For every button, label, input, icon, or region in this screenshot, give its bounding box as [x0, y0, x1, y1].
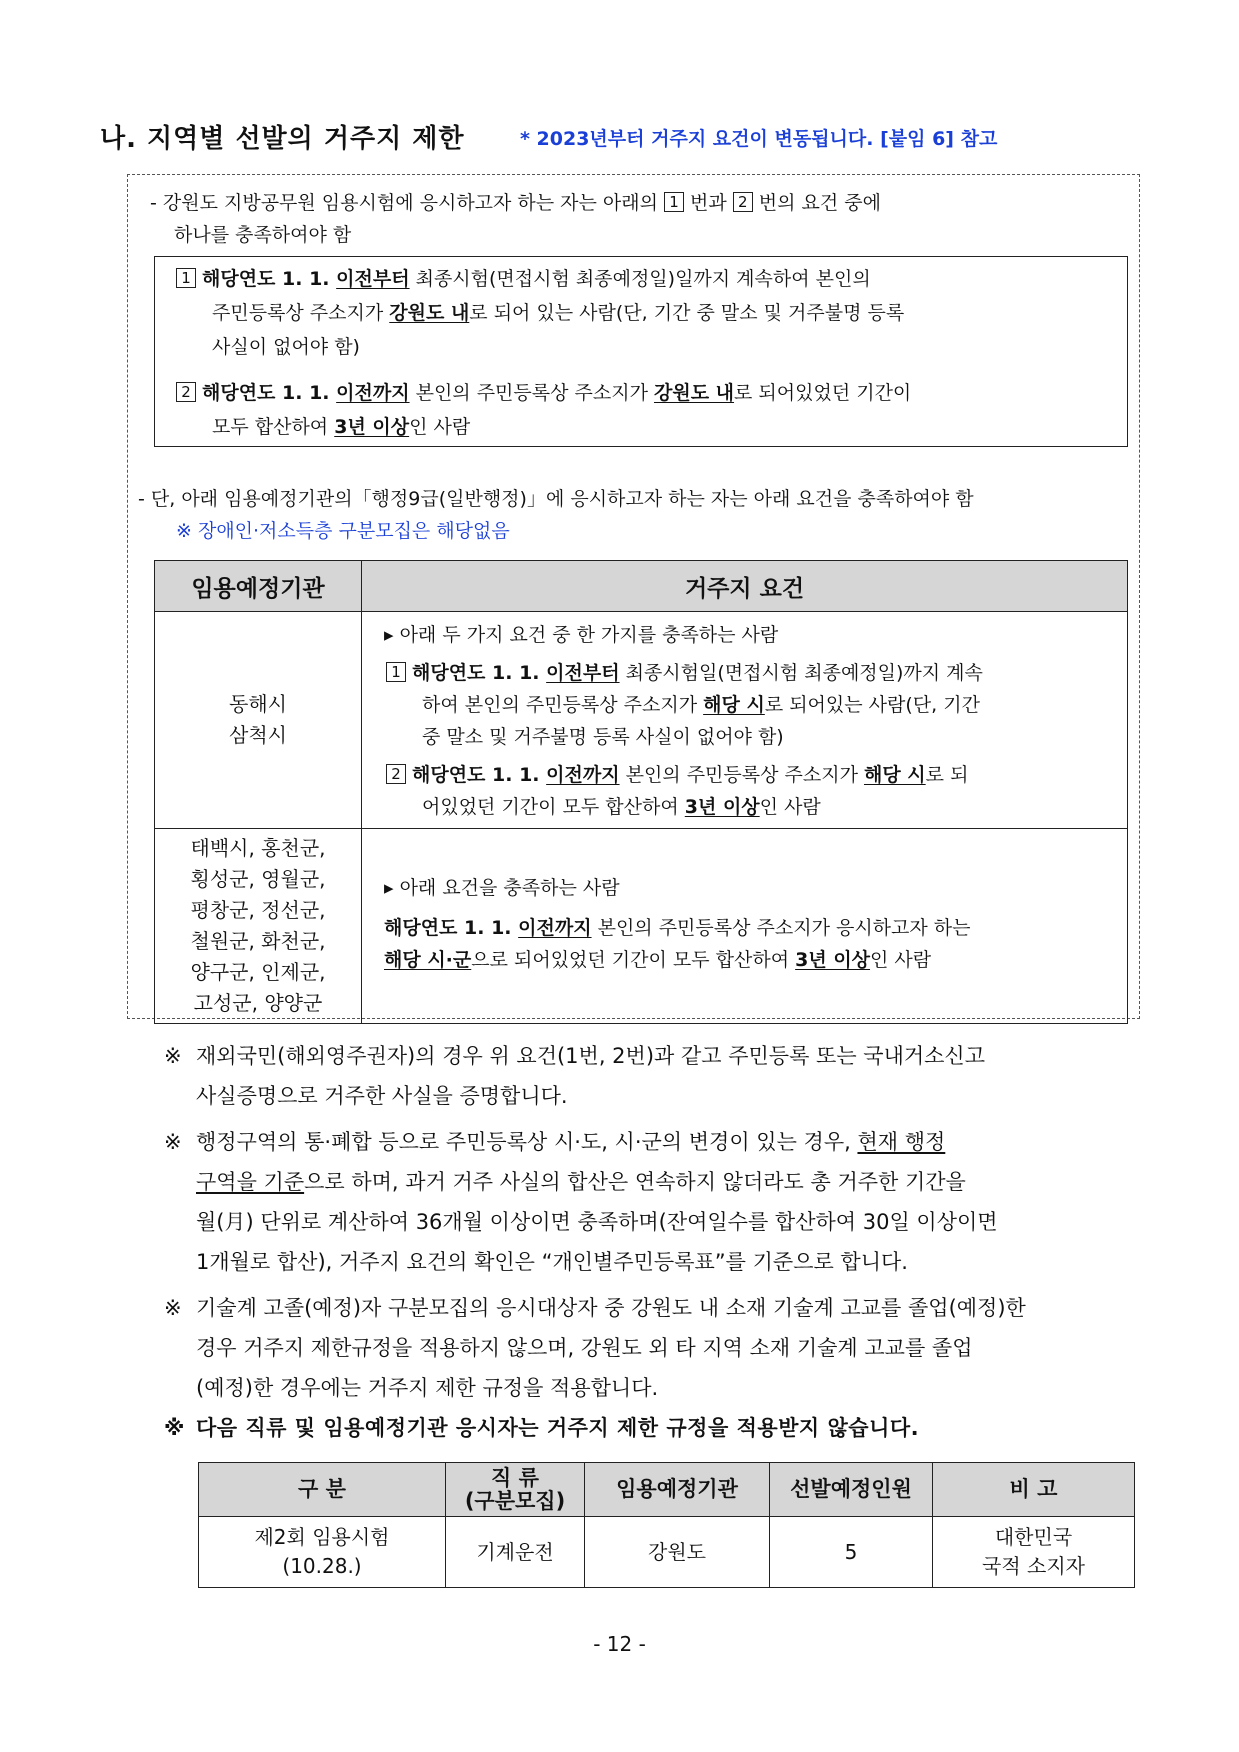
note-line: 행정구역의 통·폐합 등으로 주민등록상 시·도, 시·군의 변경이 있는 경우, 현재 행정 [196, 1130, 946, 1154]
note-line: 재외국민(해외영주권자)의 경우 위 요건(1번, 2번)과 같고 주민등록 또는 국내거소신고 [196, 1044, 986, 1068]
intro-line-1: - 강원도 지방공무원 임용시험에 응시하고자 하는 자는 아래의 1 번과 2 번의 요건 중에 [150, 192, 881, 214]
box-number-1: 1 [176, 268, 196, 288]
box-number-2: 2 [733, 192, 753, 212]
note-line: 다음 직류 및 임용예정기관 응시자는 거주지 제한 규정을 적용받지 않습니다. [196, 1416, 920, 1440]
box-number-2: 2 [386, 764, 406, 784]
cell-line: 국적 소지자 [982, 1554, 1085, 1578]
org-name: 횡성군, 영월군, [190, 867, 326, 891]
org-name: 태백시, 홍천군, [190, 836, 326, 860]
requirement-cell [362, 829, 1128, 1024]
column-header-requirement: 거주지 요건 [362, 561, 1128, 612]
table-row [199, 1517, 1135, 1588]
note-line: 사실증명으로 거주한 사실을 증명합니다. [196, 1084, 568, 1108]
table-row [155, 829, 1128, 1024]
cell-line: 제2회 임용시험 [254, 1525, 390, 1549]
column-header-org: 임용예정기관 [155, 561, 362, 612]
cell-line: 대한민국 [994, 1525, 1073, 1549]
requirement-lead: ▸ 아래 두 가지 요건 중 한 가지를 충족하는 사람 [384, 624, 779, 646]
requirement-2-line-1: 2 해당연도 1. 1. 이전까지 본인의 주민등록상 주소지가 강원도 내로 되어있었던 기간이 [176, 378, 911, 405]
requirement-cell [362, 612, 1128, 829]
note-line: 월(月) 단위로 계산하여 36개월 이상이면 충족하며(잔여일수를 합산하여 30일 이상이면 [196, 1210, 998, 1234]
note-line: 1개월로 합산), 거주지 요건의 확인은 “개인별주민등록표”를 기준으로 합니다. [196, 1250, 908, 1274]
reference-mark: ※ [164, 1296, 182, 1320]
header-line: 직 류 [491, 1465, 539, 1490]
box-number-2: 2 [176, 382, 196, 402]
exception-note: ※ 장애인·저소득층 구분모집은 해당없음 [176, 520, 510, 542]
requirement-1-line-1: 1 해당연도 1. 1. 이전부터 최종시험(면접시험 최종예정일)일까지 계속하여 본인의 [176, 264, 871, 291]
table-header-row [199, 1463, 1135, 1517]
reference-mark: ※ [164, 1416, 185, 1440]
row1-item1-line3: 중 말소 및 거주불명 등록 사실이 없어야 함) [422, 726, 784, 748]
reference-mark: ※ [164, 1044, 182, 1068]
cell-job-type: 기계운전 [446, 1517, 585, 1588]
requirement-1-line-3: 사실이 없어야 함) [212, 336, 360, 358]
row2-line2: 해당 시·군으로 되어있었던 기간이 모두 합산하여 3년 이상인 사람 [384, 949, 932, 971]
org-cell [155, 612, 362, 829]
cell-remarks [933, 1517, 1135, 1588]
column-header-remarks: 비 고 [933, 1463, 1135, 1517]
note-line: (예정)한 경우에는 거주지 제한 규정을 적용합니다. [196, 1376, 659, 1400]
note-line: 경우 거주지 제한규정을 적용하지 않으며, 강원도 외 타 지역 소재 기술계 고교를 졸업 [196, 1336, 973, 1360]
org-name: 양구군, 인제군, [190, 960, 326, 984]
org-name: 동해시 [229, 692, 287, 716]
org-name: 고성군, 양양군 [193, 991, 323, 1015]
box-number-1: 1 [664, 192, 684, 212]
cell-category [199, 1517, 446, 1588]
region-requirement-table [154, 560, 1128, 1024]
org-name: 철원군, 화천군, [190, 929, 326, 953]
exception-line: - 단, 아래 임용예정기관의「행정9급(일반행정)」에 응시하고자 하는 자는 아래 요건을 충족하여야 함 [138, 488, 974, 510]
row1-item2-line1: 2 해당연도 1. 1. 이전까지 본인의 주민등록상 주소지가 해당 시로 되 [386, 760, 968, 787]
requirement-2-line-2: 모두 합산하여 3년 이상인 사람 [212, 416, 471, 438]
table-row [155, 612, 1128, 829]
org-name: 평창군, 정선군, [190, 898, 326, 922]
exemption-table [198, 1462, 1135, 1588]
cell-line: (10.28.) [282, 1554, 362, 1578]
column-header-quota: 선발예정인원 [770, 1463, 933, 1517]
intro-line-2: 하나를 충족하여야 함 [174, 224, 352, 246]
heading-note: * 2023년부터 거주지 요건이 변동됩니다. [붙임 6] 참고 [520, 128, 998, 150]
note-line: 기술계 고졸(예정)자 구분모집의 응시대상자 중 강원도 내 소재 기술계 고교를 졸업(예정)한 [196, 1296, 1026, 1320]
row1-item1-line1: 1 해당연도 1. 1. 이전부터 최종시험일(면접시험 최종예정일)까지 계속 [386, 658, 983, 685]
org-cell [155, 829, 362, 1024]
row1-item2-line2: 어있었던 기간이 모두 합산하여 3년 이상인 사람 [422, 796, 821, 818]
requirement-lead: ▸ 아래 요건을 충족하는 사람 [384, 877, 620, 899]
note-line: 구역을 기준으로 하며, 과거 거주 사실의 합산은 연속하지 않더라도 총 거주한 기간을 [196, 1170, 966, 1194]
cell-org: 강원도 [585, 1517, 770, 1588]
box-number-1: 1 [386, 662, 406, 682]
reference-mark: ※ [164, 1130, 182, 1154]
column-header-org: 임용예정기관 [585, 1463, 770, 1517]
row1-item1-line2: 하여 본인의 주민등록상 주소지가 해당 시로 되어있는 사람(단, 기간 [422, 694, 980, 716]
requirement-1-line-2: 주민등록상 주소지가 강원도 내로 되어 있는 사람(단, 기간 중 말소 및 거주불명 등록 [212, 302, 905, 324]
table-header-row [155, 561, 1128, 612]
row2-line1: 해당연도 1. 1. 이전까지 본인의 주민등록상 주소지가 응시하고자 하는 [384, 917, 971, 939]
page-number: - 12 - [593, 1632, 646, 1656]
cell-quota: 5 [770, 1517, 933, 1588]
column-header-job-type [446, 1463, 585, 1517]
section-heading: 나. 지역별 선발의 거주지 제한 [100, 124, 465, 154]
org-name: 삼척시 [229, 723, 287, 747]
column-header-category: 구 분 [199, 1463, 446, 1517]
header-line: (구분모집) [464, 1488, 566, 1513]
